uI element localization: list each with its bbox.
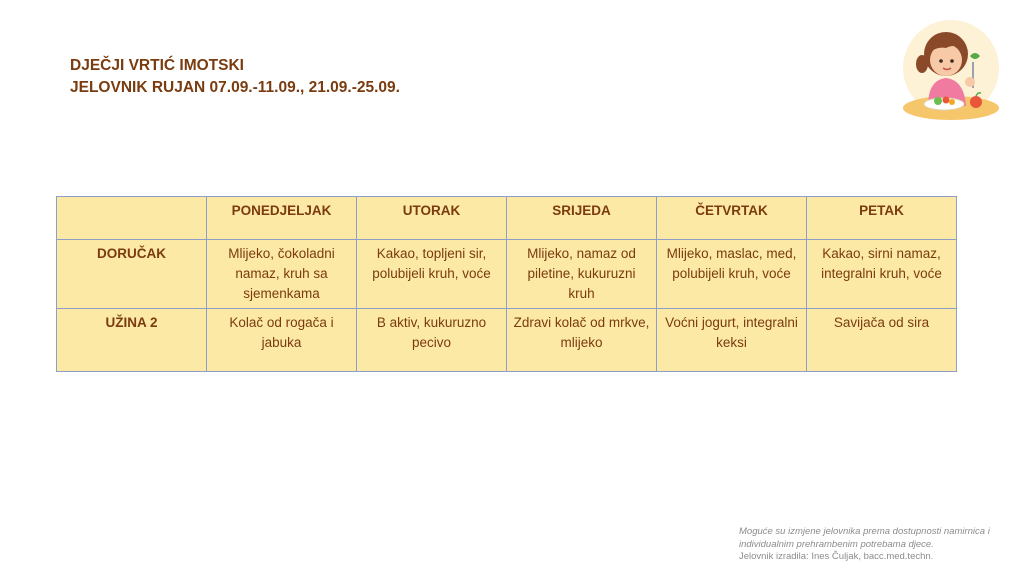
day-header-thursday: ČETVRTAK bbox=[657, 197, 807, 240]
meal-label-breakfast: DORUČAK bbox=[57, 240, 207, 309]
menu-period: JELOVNIK RUJAN 07.09.-11.09., 21.09.-25.09. bbox=[70, 79, 400, 96]
day-header-tuesday: UTORAK bbox=[357, 197, 507, 240]
menu-cell: Kakao, topljeni sir, polubijeli kruh, voće bbox=[357, 240, 507, 309]
author-credit: Jelovnik izradila: Ines Čuljak, bacc.med.techn. bbox=[739, 551, 934, 562]
menu-cell: Voćni jogurt, integralni keksi bbox=[657, 309, 807, 372]
menu-cell: Savijača od sira bbox=[807, 309, 957, 372]
kindergarten-name: DJEČJI VRTIĆ IMOTSKI bbox=[70, 57, 244, 74]
table-row bbox=[57, 309, 957, 372]
day-header-friday: PETAK bbox=[807, 197, 957, 240]
meal-label-snack: UŽINA 2 bbox=[57, 309, 207, 372]
day-header-wednesday: SRIJEDA bbox=[507, 197, 657, 240]
menu-cell: Mlijeko, namaz od piletine, kukuruzni kruh bbox=[507, 240, 657, 309]
day-header-monday: PONEDJELJAK bbox=[207, 197, 357, 240]
girl-eating-salad-icon bbox=[898, 18, 1004, 124]
corner-cell bbox=[57, 197, 207, 240]
menu-cell: Kakao, sirni namaz, integralni kruh, voće bbox=[807, 240, 957, 309]
menu-cell: Mlijeko, maslac, med, polubijeli kruh, voće bbox=[657, 240, 807, 309]
weekly-menu-table bbox=[56, 196, 957, 372]
disclaimer-line: Moguće su izmjene jelovnika prema dostupnosti namirnica i bbox=[739, 526, 990, 537]
page-title bbox=[70, 55, 400, 99]
table-row bbox=[57, 240, 957, 309]
footer-note bbox=[739, 526, 990, 564]
menu-cell: B aktiv, kukuruzno pecivo bbox=[357, 309, 507, 372]
menu-cell: Zdravi kolač od mrkve, mlijeko bbox=[507, 309, 657, 372]
table-header-row bbox=[57, 197, 957, 240]
disclaimer-line: individualnim prehrambenim potrebama djece. bbox=[739, 538, 934, 550]
menu-cell: Kolač od rogača i jabuka bbox=[207, 309, 357, 372]
menu-cell: Mlijeko, čokoladni namaz, kruh sa sjemenkama bbox=[207, 240, 357, 309]
